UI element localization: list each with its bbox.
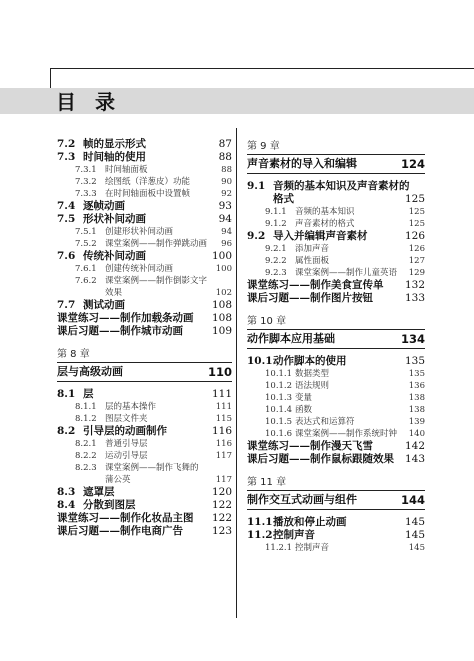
toc-entry-page: 145 — [404, 516, 425, 528]
chapter-9-heading[interactable] — [247, 140, 425, 174]
toc-entry-page: 127 — [408, 256, 425, 266]
toc-entry-page: 109 — [211, 325, 232, 337]
toc-entry[interactable] — [57, 151, 232, 164]
toc-entry-number: 8.2 — [57, 425, 76, 437]
toc-entry-number: 11.2 — [247, 529, 273, 541]
toc-entry-title: 声音素材的格式 — [295, 219, 355, 229]
toc-entry-number: 9.2.1 — [265, 244, 287, 254]
toc-entry-page: 126 — [404, 230, 425, 242]
toc-entry[interactable] — [247, 243, 425, 255]
toc-entry-number: 8.1 — [57, 388, 76, 400]
toc-entry-title: 创建形状补间动画 — [105, 227, 174, 237]
toc-entry-page: 90 — [221, 177, 232, 187]
toc-entry-title: 音频的基本知识及声音素材的 — [273, 180, 410, 192]
toc-entry[interactable] — [247, 206, 425, 218]
toc-entry-number: 11.1 — [247, 516, 273, 528]
toc-entry[interactable] — [247, 292, 425, 305]
toc-entry-number: 10.1.2 — [265, 381, 293, 391]
toc-entry-title: 控制声音 — [295, 543, 330, 553]
left-column — [57, 138, 232, 538]
toc-entry[interactable] — [57, 474, 232, 486]
chapter-title: 动作脚本应用基础 — [247, 332, 335, 345]
toc-entry-title: 播放和停止动画 — [273, 516, 347, 528]
toc-entry-number: 9.2.3 — [265, 268, 287, 278]
toc-entry[interactable] — [57, 176, 232, 188]
toc-entry-title: 帧的显示形式 — [83, 138, 146, 150]
toc-entry[interactable] — [57, 413, 232, 425]
toc-entry-title: 数据类型 — [295, 369, 330, 379]
toc-entry-page: 115 — [215, 414, 232, 424]
toc-entry[interactable] — [247, 180, 425, 193]
toc-entry-title: 格式 — [273, 193, 294, 205]
toc-entry-title: 层的基本操作 — [105, 402, 157, 412]
toc-entry-number: 7.6.1 — [75, 264, 97, 274]
toc-entry-title: 创建传统补间动画 — [105, 264, 174, 274]
toc-entry[interactable] — [57, 287, 232, 299]
toc-entry[interactable] — [57, 499, 232, 512]
chapter-label: 第 10 章 — [247, 316, 287, 327]
toc-entry[interactable] — [247, 392, 425, 404]
toc-entry[interactable] — [247, 542, 425, 554]
toc-entry-number: 9.1 — [247, 180, 266, 192]
toc-entry-page: 108 — [211, 312, 232, 324]
chapter-label: 第 11 章 — [247, 477, 287, 488]
toc-entry[interactable] — [247, 453, 425, 466]
toc-entry-title: 表达式和运算符 — [295, 417, 355, 427]
toc-entry[interactable] — [57, 401, 232, 413]
toc-entry-page: 142 — [404, 440, 425, 452]
toc-entry-number: 8.3 — [57, 486, 76, 498]
toc-entry-number: 7.5.1 — [75, 227, 97, 237]
toc-entry-title: 测试动画 — [83, 299, 125, 311]
toc-entry[interactable] — [57, 213, 232, 226]
toc-entry-page: 111 — [215, 402, 232, 412]
toc-entry-page: 117 — [215, 475, 232, 485]
toc-entry-title: 课堂练习——制作漫天飞雪 — [247, 440, 373, 452]
page-title: 目 录 — [56, 90, 121, 114]
toc-entry-title: 动作脚本的使用 — [273, 355, 347, 367]
toc-entry-page: 100 — [211, 250, 232, 262]
toc-entry-number: 7.4 — [57, 200, 76, 212]
toc-entry-number: 10.1 — [247, 355, 273, 367]
toc-entry-title: 课堂练习——制作美食宣传单 — [247, 279, 384, 291]
toc-entry-page: 132 — [404, 279, 425, 291]
toc-entry-title: 课堂练习——制作化妆品主图 — [57, 512, 194, 524]
toc-entry[interactable] — [247, 255, 425, 267]
toc-entry-page: 135 — [404, 355, 425, 367]
toc-entry-page: 108 — [211, 299, 232, 311]
toc-entry-page: 88 — [221, 165, 232, 175]
toc-entry[interactable] — [247, 416, 425, 428]
toc-entry-page: 138 — [408, 405, 425, 415]
chapter-8-heading[interactable] — [57, 348, 232, 382]
toc-entry-page: 87 — [218, 138, 232, 150]
toc-entry[interactable] — [57, 299, 232, 312]
toc-entry-title: 课后习题——制作城市动画 — [57, 325, 183, 337]
toc-entry-number: 8.2.2 — [75, 451, 97, 461]
toc-entry[interactable] — [57, 312, 232, 325]
toc-entry-title: 语法规则 — [295, 381, 330, 391]
toc-entry-title: 引导层的动画制作 — [83, 425, 167, 437]
toc-entry-title: 课堂练习——制作加载条动画 — [57, 312, 194, 324]
toc-entry-page: 125 — [404, 193, 425, 205]
toc-entry-page: 117 — [215, 451, 232, 461]
toc-entry[interactable] — [247, 230, 425, 243]
chapter-label: 第 9 章 — [247, 141, 280, 152]
toc-entry-page: 120 — [211, 486, 232, 498]
toc-entry-page: 116 — [215, 439, 232, 449]
toc-entry-title: 添加声音 — [295, 244, 330, 254]
toc-entry-page: 122 — [211, 499, 232, 511]
toc-entry-page: 138 — [408, 393, 425, 403]
toc-entry[interactable] — [247, 218, 425, 230]
toc-entry-number: 7.3.2 — [75, 177, 97, 187]
toc-entry-number: 8.4 — [57, 499, 76, 511]
toc-entry-number: 9.2 — [247, 230, 266, 242]
toc-entry[interactable] — [57, 164, 232, 176]
toc-entry[interactable] — [57, 438, 232, 450]
toc-entry-number: 7.3.1 — [75, 165, 97, 175]
toc-entry[interactable] — [57, 188, 232, 200]
toc-entry[interactable] — [57, 525, 232, 538]
toc-entry-title: 逐帧动画 — [83, 200, 125, 212]
toc-entry[interactable] — [57, 425, 232, 438]
toc-entry-page: 136 — [408, 381, 425, 391]
toc-entry[interactable] — [57, 250, 232, 263]
chapter-title: 声音素材的导入和编辑 — [247, 157, 357, 170]
toc-entry[interactable] — [57, 462, 232, 474]
toc-entry-page: 125 — [408, 219, 425, 229]
toc-entry-page: 135 — [408, 369, 425, 379]
toc-entry[interactable] — [57, 512, 232, 525]
toc-entry[interactable] — [57, 486, 232, 499]
toc-entry-title: 传统补间动画 — [83, 250, 146, 262]
toc-entry-number: 10.1.5 — [265, 417, 293, 427]
toc-entry-page: 96 — [221, 239, 232, 249]
toc-entry-title: 属性面板 — [295, 256, 330, 266]
toc-entry-number: 8.2.1 — [75, 439, 97, 449]
toc-entry[interactable] — [247, 279, 425, 292]
toc-entry-page: 93 — [218, 200, 232, 212]
chapter-page: 124 — [400, 157, 425, 171]
toc-list-ch9 — [247, 180, 425, 305]
toc-entry-title: 课后习题——制作鼠标跟随效果 — [247, 453, 394, 465]
toc-entry-title: 效果 — [105, 288, 123, 298]
toc-entry-page: 123 — [211, 525, 232, 537]
toc-entry[interactable] — [57, 200, 232, 213]
toc-entry-page: 88 — [218, 151, 232, 163]
toc-entry-page: 122 — [211, 512, 232, 524]
toc-entry-number: 7.2 — [57, 138, 76, 150]
toc-entry[interactable] — [247, 355, 425, 368]
toc-entry-page: 143 — [404, 453, 425, 465]
toc-entry-title: 课后习题——制作图片按钮 — [247, 292, 373, 304]
toc-entry-page: 145 — [404, 529, 425, 541]
toc-entry-number: 9.2.2 — [265, 256, 287, 266]
toc-entry-number: 8.2.3 — [75, 463, 97, 473]
toc-entry[interactable] — [57, 325, 232, 338]
toc-entry-page: 125 — [408, 207, 425, 217]
toc-entry[interactable] — [247, 380, 425, 392]
toc-entry-title: 课堂案例——制作儿童英语 — [295, 268, 398, 278]
chapter-11-heading[interactable] — [247, 476, 425, 510]
toc-entry[interactable] — [57, 263, 232, 275]
toc-entry-page: 129 — [408, 268, 425, 278]
toc-entry-title: 课堂案例——制作倒影文字 — [105, 276, 208, 286]
toc-entry-title: 普通引导层 — [105, 439, 148, 449]
toc-entry-title: 课堂案例——制作系统时钟 — [295, 429, 398, 439]
chapter-page: 144 — [400, 493, 425, 507]
chapter-label: 第 8 章 — [57, 349, 90, 360]
toc-entry-number: 7.3.3 — [75, 189, 97, 199]
toc-entry-page: 94 — [221, 227, 232, 237]
toc-entry-number: 10.1.4 — [265, 405, 293, 415]
toc-entry-number: 9.1.1 — [265, 207, 287, 217]
toc-entry-title: 遮罩层 — [83, 486, 115, 498]
toc-entry[interactable] — [247, 267, 425, 279]
toc-entry-page: 111 — [211, 388, 232, 400]
toc-entry-number: 10.1.6 — [265, 429, 293, 439]
toc-entry[interactable] — [247, 368, 425, 380]
toc-entry-number: 8.1.1 — [75, 402, 97, 412]
chapter-10-heading[interactable] — [247, 315, 425, 349]
toc-entry-title: 时间轴面板 — [105, 165, 148, 175]
column-divider — [236, 128, 237, 618]
toc-entry-number: 8.1.2 — [75, 414, 97, 424]
toc-list-ch10 — [247, 355, 425, 466]
toc-entry-page: 139 — [408, 417, 425, 427]
toc-entry[interactable] — [247, 428, 425, 440]
toc-entry-number: 7.6 — [57, 250, 76, 262]
toc-entry-number: 7.5.2 — [75, 239, 97, 249]
toc-entry-page: 102 — [215, 288, 232, 298]
toc-entry[interactable] — [57, 138, 232, 151]
toc-entry-title: 形状补间动画 — [83, 213, 146, 225]
toc-entry-number: 7.6.2 — [75, 276, 97, 286]
chapter-title: 层与高级动画 — [57, 365, 123, 378]
toc-entry-title: 在时间轴面板中设置帧 — [105, 189, 191, 199]
toc-entry-page: 116 — [211, 425, 232, 437]
toc-entry[interactable] — [57, 226, 232, 238]
toc-entry-title: 导入并编辑声音素材 — [273, 230, 368, 242]
toc-entry-title: 函数 — [295, 405, 313, 415]
toc-entry-number: 7.3 — [57, 151, 76, 163]
toc-entry-title: 图层文件夹 — [105, 414, 148, 424]
toc-entry-page: 140 — [408, 429, 425, 439]
toc-list-ch11 — [247, 516, 425, 554]
toc-entry-page: 100 — [215, 264, 232, 274]
toc-entry-title: 课堂案例——制作飞舞的 — [105, 463, 199, 473]
toc-entry-title: 时间轴的使用 — [83, 151, 146, 163]
toc-entry-page: 126 — [408, 244, 425, 254]
toc-entry-title: 分散到图层 — [83, 499, 136, 511]
toc-entry-title: 绘图纸（洋葱皮）功能 — [105, 177, 191, 187]
toc-entry[interactable] — [247, 193, 425, 206]
toc-entry-page: 133 — [404, 292, 425, 304]
toc-entry[interactable] — [247, 516, 425, 529]
chapter-page: 110 — [207, 365, 232, 379]
toc-entry[interactable] — [57, 275, 232, 287]
toc-entry[interactable] — [57, 388, 232, 401]
toc-entry-number: 9.1.2 — [265, 219, 287, 229]
toc-entry[interactable] — [57, 450, 232, 462]
toc-entry-title: 音频的基本知识 — [295, 207, 355, 217]
toc-entry-number: 10.1.3 — [265, 393, 293, 403]
toc-entry-title: 控制声音 — [273, 529, 315, 541]
toc-entry-number: 7.7 — [57, 299, 76, 311]
toc-entry-number: 11.2.1 — [265, 543, 293, 553]
toc-entry[interactable] — [247, 404, 425, 416]
toc-entry-title: 运动引导层 — [105, 451, 148, 461]
toc-entry-number: 10.1.1 — [265, 369, 293, 379]
toc-entry-title: 层 — [83, 388, 94, 400]
toc-entry-title: 课堂案例——制作弹跳动画 — [105, 239, 208, 249]
toc-entry[interactable] — [247, 440, 425, 453]
toc-entry-number: 7.5 — [57, 213, 76, 225]
toc-entry[interactable] — [57, 238, 232, 250]
toc-entry-title: 蒲公英 — [105, 475, 131, 485]
chapter-title: 制作交互式动画与组件 — [247, 493, 357, 506]
toc-entry-page: 92 — [221, 189, 232, 199]
toc-entry-title: 课后习题——制作电商广告 — [57, 525, 183, 537]
toc-entry-page: 145 — [408, 543, 425, 553]
toc-list-ch8 — [57, 388, 232, 538]
right-column — [247, 140, 425, 554]
toc-list-ch7 — [57, 138, 232, 338]
toc-entry[interactable] — [247, 529, 425, 542]
toc-entry-page: 94 — [218, 213, 232, 225]
toc-entry-title: 变量 — [295, 393, 313, 403]
chapter-page: 134 — [400, 332, 425, 346]
